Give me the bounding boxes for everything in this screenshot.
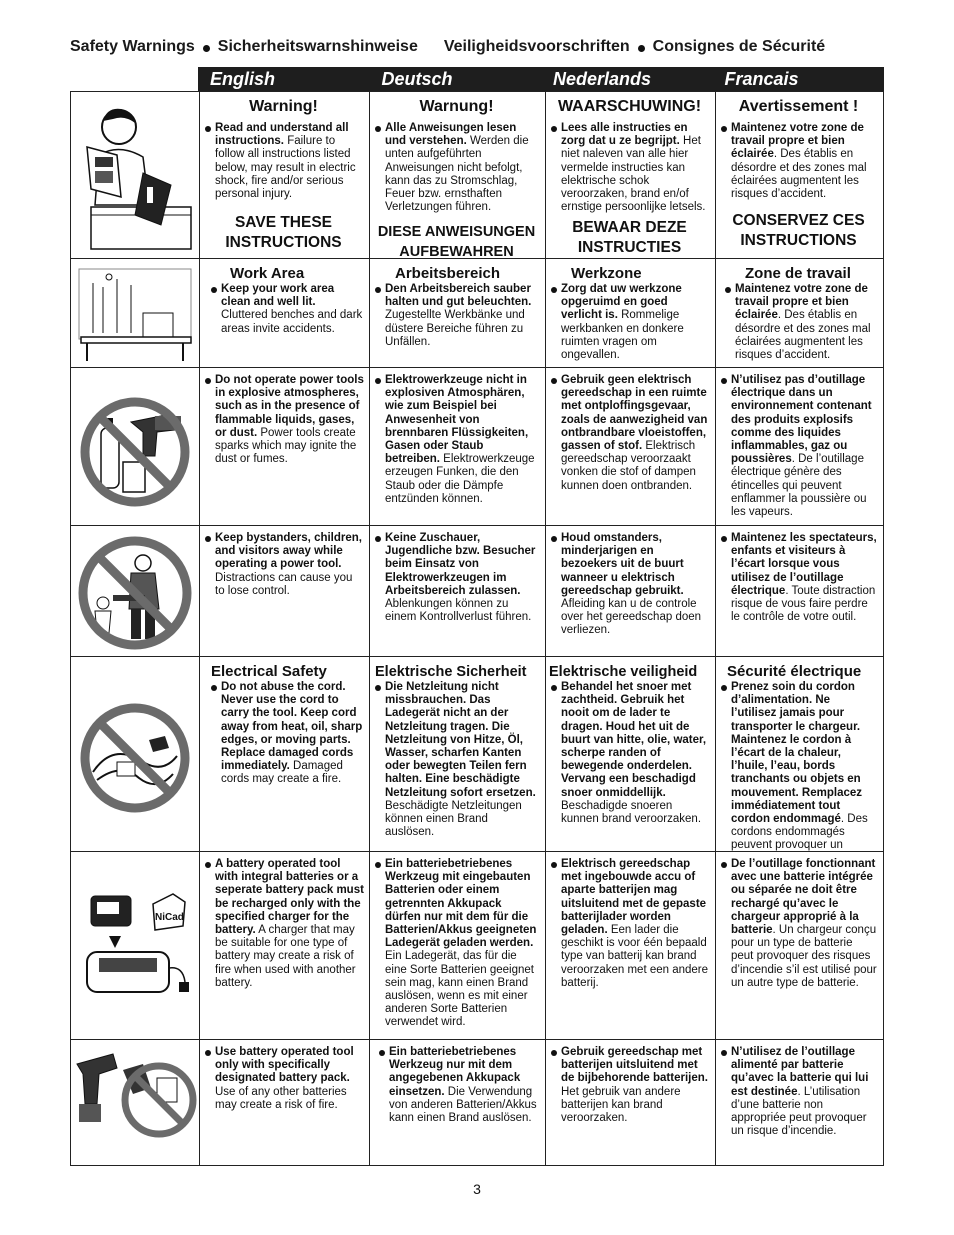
cell-fr-2 [716,368,883,526]
lang-francais: Francais [724,69,799,89]
cell-text: Ein batteriebetriebenes Werkzeug nur mit dem angegebenen Akkupack einsetzen. Die Verwendung von anderen Batterien/Akkus kann einen Brand auslösen. [377,1046,540,1125]
cell-fr-5 [716,852,883,1040]
cell-text: Do not operate power tools in explosive atmospheres, such as in the presence of flammable liquids, gases, or dust. Power tools create sparks which may ignite the dust or fumes. [203,374,364,466]
cell-title: Electrical Safety [211,663,327,680]
cell-text: De l’outillage fonctionnant avec une batterie intégrée ou séparée ne doit être rechargé qu’avec le chargeur approprié à la batterie. Un chargeur conçu pour un type de batterie peut provoquer des risques d’incendie s’il est utilisé pour un autre type de batterie. [719,858,878,990]
heading-consignes: Consignes de Sécurité [652,38,826,55]
save-instructions: SAVE THESE INSTRUCTIONS [225,214,342,252]
lang-english: English [210,69,276,89]
cell-fr-4 [716,657,883,852]
heading-veiligheid: Veiligheidsvoorschriften [443,38,630,55]
cell-title: Work Area [230,265,305,282]
save-instructions: BEWAAR DEZE INSTRUCTIES [572,219,687,257]
heading-safety-warnings: Safety Warnings [70,38,195,55]
cell-fr-0 [716,92,883,259]
cell-title: Warnung! [419,98,494,115]
cell-text: A battery operated tool with integral batteries or a seperate battery pack must be recharged only with the specified charger for the battery. A charger that may be suitable for one type of battery may create a risk of fire when used with another battery. [203,858,364,990]
cell-text: Gebruik geen elektrisch gereedschap in een ruimte met ontploffingsgevaar, zoals de aanwezigheid van ontbrandbare vloeistoffen, gassen of stof. Elektrisch gereedschap veroorzaakt vonken die stof of dampen kunnen doen ontbranden. [549,374,710,493]
cell-de-4 [370,657,546,852]
cell-nl-1 [546,259,716,368]
safety-table [70,91,884,1166]
cell-title: Warning! [249,98,318,115]
cell-text: Maintenez les spectateurs, enfants et visiteurs à l’écart lorsque vous utilisez de l’outillage électrique. Toute distraction risque de vous faire perdre le contrôle de votre outil. [719,532,878,624]
cell-title: Arbeitsbereich [395,265,501,282]
cell-text: Behandel het snoer met zachtheid. Gebruik het nooit om de lader te dragen. Houd het uit de buurt van hitte, olie, water, scherpe randen of bewegende onderdelen. Vervang een beschadigd snoer onmiddellijk. Beschadigde snoeren kunnen brand veroorzaken. [549,681,710,826]
cell-nl-5 [546,852,716,1040]
cell-nl-6 [546,1040,716,1165]
cell-text: Keep bystanders, children, and visitors away while operating a power tool. Distractions can cause you to lose control. [203,532,364,598]
cell-text: Den Arbeitsbereich sauber halten und gut beleuchten. Zugestellte Werkbänke und düstere Bereiche führen zu Unfällen. [373,283,540,349]
cell-de-5 [370,852,546,1040]
cell-text: Keine Zuschauer, Jugendliche bzw. Besucher beim Einsatz von Elektrowerkzeugen im Arbeitsbereich zulassen. Ablenkungen können zu einem Kontrollverlust führen. [373,532,540,624]
manual-reading-icon [71,92,200,259]
cell-text: Do not abuse the cord. Never use the cord to carry the tool. Keep cord away from heat, oil, sharp edges, or moving parts. Replace damaged cords immediately. Damaged cords may create a fire. [209,681,364,787]
workbench-icon [71,259,200,368]
cell-text: Keep your work area clean and well lit. Cluttered benches and dark areas invite accidents. [209,283,364,336]
cell-nl-0 [546,92,716,259]
cell-text: Prenez soin du cordon d’alimentation. Ne l’utilisez jamais pour transporter le chargeur. Maintenez le cordon à l’écart de la chaleur, l’huile, l’eau, bords tranchants ou objets en mouvement. Remplacez immédiatement tout cordon endommagé. Des cordons endommagés peuvent provoquer un [719,681,878,852]
cell-text: Maintenez votre zone de travail propre et bien éclairée. Des établis en désordre et des zones mal éclairées augmentent les risques d’accident. [723,283,878,362]
cell-text: Use battery operated tool only with specifically designated battery pack. Use of any other batteries may create a risk of fire. [203,1046,364,1112]
cell-text: Houd omstanders, minderjarigen en bezoekers uit de buurt wanneer u elektrisch gereedschap gebruikt. Afleiding kan u de controle over het gereedschap doen verliezen. [549,532,710,638]
cell-nl-2 [546,368,716,526]
no-explosive-atmosphere-icon [71,368,200,526]
cell-fr-6 [716,1040,883,1165]
nicad-label: NiCad [155,911,184,923]
cell-de-2 [370,368,546,526]
cell-text: N’utilisez pas d’outillage électrique dans un environnement contenant des produits explosifs comme des liquides inflammables, gaz ou poussières. De l’outillage électrique génère des étincelles qui peuvent enflammer la poussière ou les vapeurs. [719,374,878,519]
page-heading [70,38,884,56]
cell-text: Lees alle instructies en zorg dat u ze begrijpt. Het niet naleven van alle hier vermelde instructies kan elektrische schok veroorzaken, brand en/of ernstige persoonlijke letsels. [549,122,710,214]
cell-text: Zorg dat uw werkzone opgeruimd en goed verlicht is. Rommelige werkbanken en donkere ruimten vragen om ongevallen. [549,283,710,362]
cell-text: Ein batteriebetriebenes Werkzeug mit eingebauten Batterien oder einem getrennten Akkupack dürfen nur mit dem für die Batterien/Akkus geeigneten Ladegerät geladen werden. Ein Ladegerät, das für die eine Sorte Batterien geeignet sein mag, kann einen Brand auslösen, wenn es mit einer anderen Sorte Batterien verwendet wird. [373,858,540,1030]
cell-title: Werkzone [571,265,642,282]
lang-nederlands: Nederlands [553,69,652,89]
cell-text: Elektrowerkzeuge nicht in explosiven Atmosphären, wie zum Beispiel bei Anwesenheit von brennbaren Flüssigkeiten, Gasen oder Staub betreiben. Elektrowerkzeuge erzeugen Funken, die den Staub oder die Dämpfe entzünden können. [373,374,540,506]
cell-title: Elektrische Sicherheit [375,664,527,680]
cell-text: Alle Anweisungen lesen und verstehen. Werden die unten aufgeführten Anweisungen nicht befolgt, kann das zu Stromschlag, Feuer bzw. ernsthaften Verletzungen führen. [373,122,540,214]
cell-de-6 [370,1040,546,1165]
cell-text: N’utilisez de l’outillage alimenté par batterie qu’avec la batterie qui lui est destinée. L’utilisation d’une batterie non appropriée peut provoquer un risque d’incendie. [719,1046,878,1138]
bullet-separator [638,45,645,52]
cell-en-1 [200,259,370,368]
lang-deutsch: Deutsch [381,69,453,89]
cell-title: WAARSCHUWING! [557,98,702,115]
no-bystanders-icon [71,526,200,657]
cell-fr-1 [716,259,883,368]
cell-en-4 [200,657,370,852]
cell-text: Die Netzleitung nicht missbrauchen. Das Ladegerät nicht an der Netzleitung tragen. Die Netzleitung von Hitze, Öl, Wasser, scharfen Kanten oder bewegten Teilen fern halten. Eine beschädigte Netzleitung sofort ersetzen. Beschädigte Netzleitungen können einen Brand auslösen. [373,681,540,839]
cell-en-6 [200,1040,370,1165]
cell-en-0 [200,92,370,259]
no-cord-abuse-icon [71,657,200,852]
cell-en-5 [200,852,370,1040]
cell-title: Elektrische veiligheid [549,664,698,680]
battery-charger-icon [71,852,200,1040]
cell-de-3 [370,526,546,657]
cell-nl-4 [546,657,716,852]
language-header-bar [198,67,884,91]
cell-text: Maintenez votre zone de travail propre et bien éclairée. Des établis en désordre et des zones mal éclairées augmentent les risques d’accident. [719,122,878,201]
bullet-separator [203,45,210,52]
cell-de-0 [370,92,546,259]
cell-nl-3 [546,526,716,657]
cell-fr-3 [716,526,883,657]
cell-text: Gebruik gereedschap met batterijen uitsluitend met de bijbehorende batterijen. Het gebruik van andere batterijen kan brand veroorzaken. [549,1046,710,1125]
cell-text: Read and understand all instructions. Failure to follow all instructions listed below, may result in electric shock, fire and/or serious personal injury. [203,122,364,201]
cell-de-1 [370,259,546,368]
cell-title: Avertissement ! [738,98,859,115]
save-instructions: DIESE ANWEISUNGEN AUFBEWAHREN [377,224,536,259]
cell-en-2 [200,368,370,526]
cell-text: Elektrisch gereedschap met ingebouwde accu of aparte batterijen mag uitsluitend met de gepaste batterijlader worden geladen. Een lader die geschikt is voor één bepaald type van batterij kan brand veroorzaken met een andere batterij. [549,858,710,990]
no-other-batteries-icon [71,1040,200,1165]
cell-en-3 [200,526,370,657]
heading-sicherheit: Sicherheitswarnshinweise [217,38,418,55]
cell-title: Sécurité électrique [727,663,862,680]
save-instructions: CONSERVEZ CES INSTRUCTIONS [732,212,865,250]
page-number: 3 [473,1181,481,1197]
cell-title: Zone de travail [745,265,851,282]
